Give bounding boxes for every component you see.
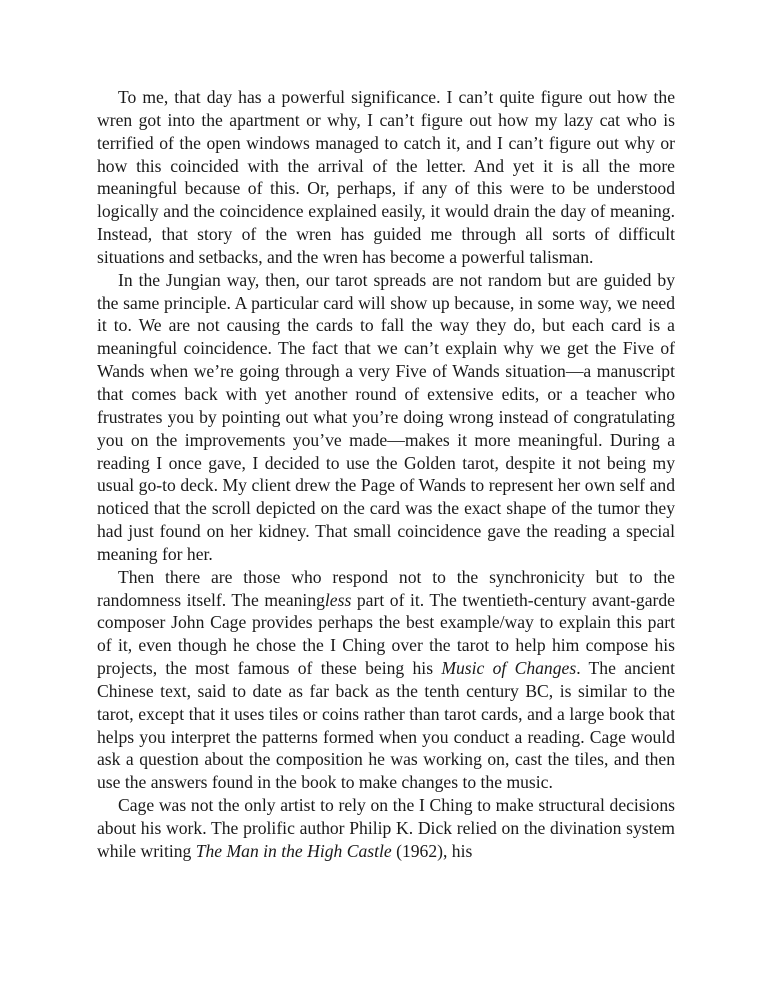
emphasis-less: less — [324, 589, 352, 610]
paragraph-jungian-tarot — [97, 269, 675, 566]
body-text — [97, 86, 675, 863]
paragraph-wren-significance — [97, 86, 675, 269]
text-run: Cage was not the only artist to rely on the I Ching to make structural decisions about his work. The prolific author Philip K. Dick relied on the divination system while writing — [97, 795, 675, 861]
text-run: part of it. The twentieth-century avant-garde composer John Cage provides perhaps the best example/way to explain this part of it, even though he chose the I Ching over the tarot to help him compose his projects, the most famous of these being his — [97, 589, 675, 679]
book-title-music-of-changes: Music of Changes — [441, 658, 577, 679]
text-run: In the Jungian way, then, our tarot spreads are not random but are guided by the same principle. A particular card will show up because, in some way, we need it to. We are not causing the cards to fall the way they do, but each card is a meaningful coincidence. The fact that we can’t explain why we get the Five of Wands when we’re going through a very Five of Wands situation—a manuscript that comes back with yet another round of extensive edits, or a teacher who frustrates you by pointing out what you’re doing wrong instead of congratulating you on the improvements you’ve made—makes it more meaningful. During a reading I once gave, I decided to use the Golden tarot, despite it not being my usual go-to deck. My client drew the Page of Wands to represent her own self and noticed that the scroll depicted on the card was the exact shape of the tumor they had just found on her kidney. That small coincidence gave the reading a special meaning for her. — [97, 269, 675, 564]
text-run: (1962), his — [391, 840, 473, 861]
paragraph-randomness-john-cage — [97, 566, 675, 794]
book-title-man-in-high-castle: The Man in the High Castle — [195, 840, 392, 861]
text-run: To me, that day has a powerful significance. I can’t quite figure out how the wren got into the apartment or why, I can’t figure out how my lazy cat who is terrified of the open windows managed to catch it, and I can’t figure out why or how this coincided with the arrival of the letter. And yet it is all the more meaningful because of this. Or, perhaps, if any of this were to be understood logically and the coincidence explained easily, it would drain the day of meaning. Instead, that story of the wren has guided me through all sorts of difficult situations and setbacks, and the wren has become a powerful talisman. — [97, 87, 675, 267]
paragraph-philip-k-dick — [97, 794, 675, 863]
text-run: . The ancient Chinese text, said to date as far back as the tenth century BC, is similar to the tarot, except that it uses tiles or coins rather than tarot cards, and a large book that helps you interpret the patterns formed when you conduct a reading. Cage would ask a question about the composition he was working on, cast the tiles, and then use the answers found in the book to make changes to the music. — [97, 658, 675, 793]
text-run: Then there are those who respond not to the synchronicity but to the randomness itself. The meaning — [97, 566, 675, 610]
